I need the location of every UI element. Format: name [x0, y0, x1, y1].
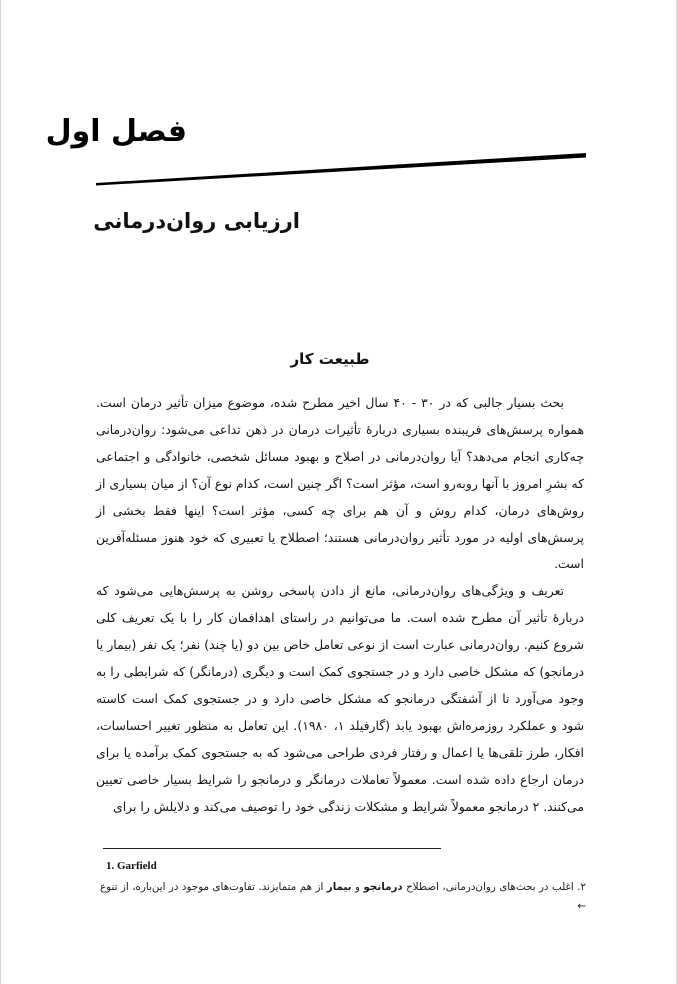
footnote-1: 1. Garfield — [106, 860, 157, 872]
paragraph: تعریف و ویژگی‌های روان‌درمانی، مانع از دادن پاسخی روشن به پرسش‌هایی می‌شود که دربارهٔ تأثیر آن مطرح شده است. ما می‌توانیم در راستای اهدافمان کار را با یک تعریف کلی شروع کنیم. روان‌درمانی عبارت است از نوعی تعامل خاص بین دو (یا چند) نفر؛ یک نفر (بیمار یا درمانجو) که مشکل خاصی دارد و در جستجوی کمک است و دیگری (درمانگر) که شرایطی را به وجود می‌آورد تا از آشفتگی درمانجو که مشکل خاصی دارد و در جستجوی کمک است کاسته شود و عملکرد روزمره‌اش بهبود یابد (گارفیلد ۱، ۱۹۸۰). این تعامل به منظور تغییر احساسات، افکار، طرز تلقی‌ها یا اعمال و رفتار فردی طراحی می‌شود که به جستجوی کمک برآمده یا برای درمان ارجاع داده شده است. معمولاً تعاملات درمانگر و درمانجو را شرایط بسیار خاصی تعیین می‌کنند. ۲ درمانجو معمولاً شرایط و مشکلات زندگی خود را توصیف می‌کند و دلایلش را برای — [96, 583, 584, 814]
footnote-2-term-client: درمانجو — [363, 881, 403, 893]
chapter-title: فصل اول — [45, 114, 187, 149]
footnote-2-term-patient: بیمار — [326, 881, 352, 893]
footnote-2 — [100, 878, 586, 916]
section-title: ارزیابی روان‌درمانی — [93, 209, 300, 233]
footnote-2-prefix: ۲. اغلب در بحث‌های روان‌درمانی، اصطلاح — [402, 881, 586, 893]
footnote-divider — [103, 848, 441, 849]
chapter-divider-rule — [96, 150, 586, 186]
footnote-2-middle: و — [351, 881, 364, 893]
subheading: طبیعت کار — [290, 350, 370, 368]
paragraph: بحث بسیار جالبی که در ۳۰ - ۴۰ سال اخیر مطرح شده، موضوع میزان تأثیر درمان است. همواره پرسش‌های فریبنده بسیاری دربارهٔ تأثیرات درمان در ذهن تداعی می‌شود: روان‌درمانی چه‌کاری انجام می‌دهد؟ آیا روان‌درمانی در اصلاح و بهبود مسائل شخصی، خانوادگی و اجتماعی که بشرِ امروز با آنها روبه‌رو است، مؤثر است؟ اگر چنین است، کدام نوع آن؟ از میان بسیاری از روش‌های درمان، کدام روش و آن هم برای چه کسی، مؤثر است؟ اینها فقط بخشی از پرسش‌های اولیه در مورد تأثیر روان‌درمانی هستند؛ اصطلاح یا تعبیری که خود هنوز مسئله‌آفرین است. — [96, 395, 584, 572]
footnote-2-suffix: از هم متمایزند. تفاوت‌های موجود در این‌باره، از تنوع ← — [100, 881, 586, 912]
body-text — [96, 390, 584, 821]
